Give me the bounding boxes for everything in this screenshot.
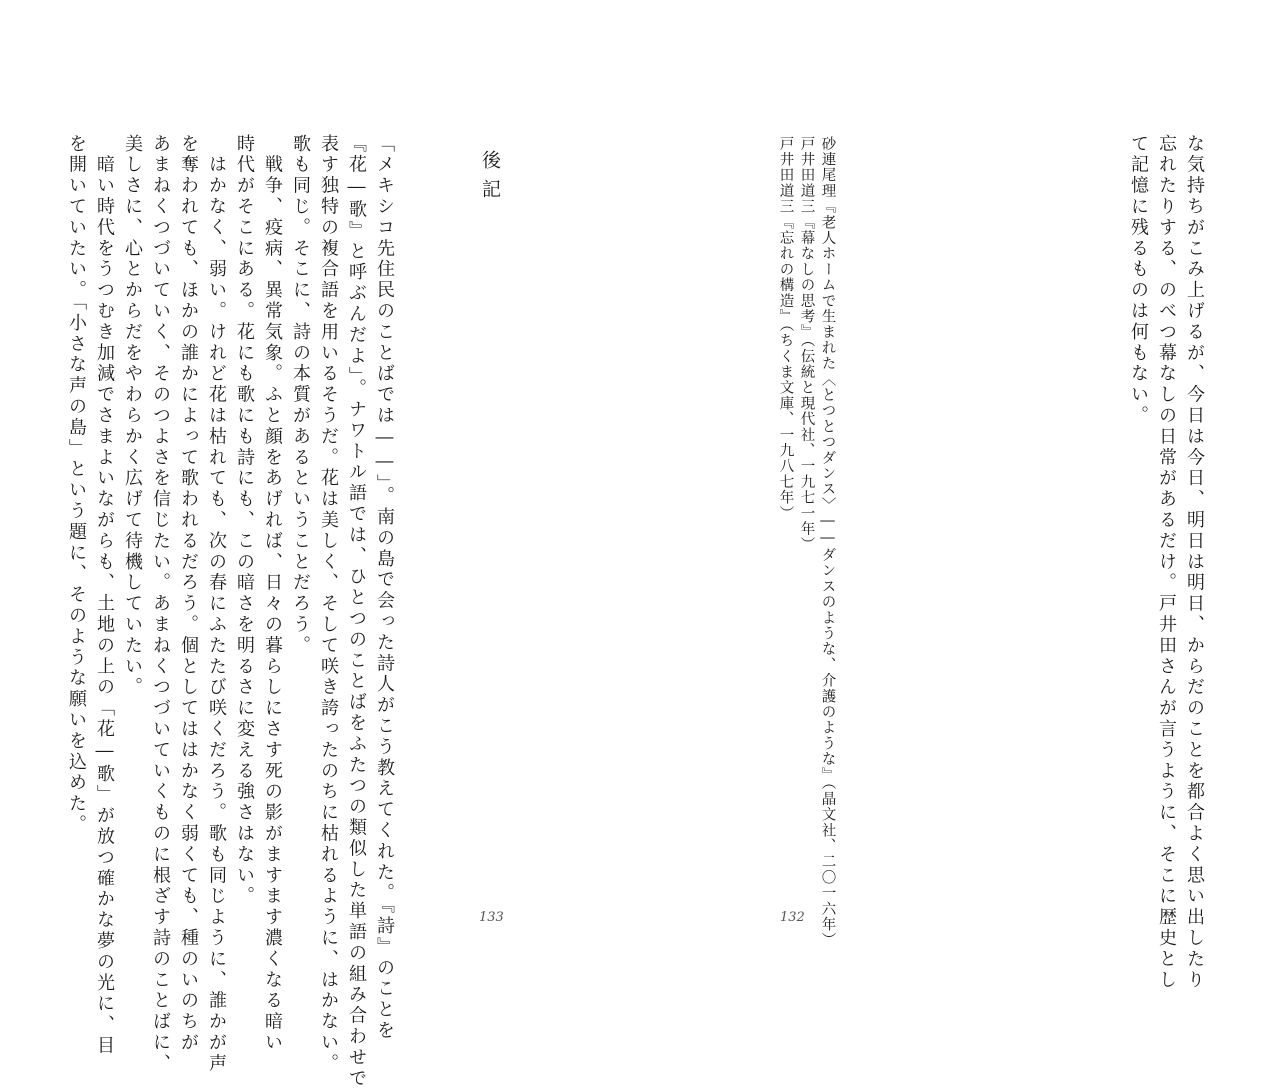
reference-entry: 砂連尾理『老人ホームで生まれた〈とつとつダンス〉――ダンスのような、介護のような』（晶文社、二〇一六年）: [819, 136, 836, 949]
body-line: あまねくつづいていく、そのつよさを信じたい。あまねくつづいていくものに根ざす詩のことばに、: [150, 134, 171, 1075]
body-line: て記憶に残るものは何もない。: [1128, 134, 1149, 427]
body-line: 表す独特の複合語を用いるそうだ。花は美しく、そして咲き誇ったのちに枯れるように、はかない。: [318, 134, 339, 1075]
page-132: [640, 0, 1280, 991]
reference-entry: 戸井田道三『幕なしの思考』（伝統と現代社、一九七一年）: [798, 136, 815, 553]
body-line: 美しさに、心とからだをやわらかく広げて待機していたい。: [122, 134, 143, 699]
body-line: 『花―歌』と呼ぶんだよ」。ナワトル語では、ひとつのことばをふたつの類似した単語の組み合わせで: [346, 134, 367, 1089]
body-line: を開いていたい。「小さな声の島」という題に、そのような願いを込めた。: [66, 134, 87, 836]
body-line: はかなく、弱い。けれど花は枯れても、次の春にふたたび咲くだろう。歌も同じように、誰かが声: [206, 134, 227, 1075]
reference-entry: 戸井田道三『忘れの構造』（ちくま文庫、一九八七年）: [777, 136, 794, 522]
body-line: 戦争、疫病、異常気象。ふと顔をあげれば、日々の暮らしにさす死の影がますます濃くなる暗い: [262, 134, 283, 1054]
body-line: 歌も同じ。そこに、詩の本質があるということだろう。: [290, 134, 311, 657]
body-line: 忘れたりする、のべつ幕なしの日常があるだけ。戸井田さんが言うように、そこに歴史とし: [1156, 134, 1177, 991]
body-line: を奪われても、ほかの誰かによって歌われるだろう。個としてははかなく弱くても、種のいのちが: [178, 134, 199, 1054]
body-line: 「メキシコ先住民のことばでは――」。南の島で会った詩人がこう教えてくれた。『詩』のことを: [374, 134, 395, 1042]
body-line: な気持ちがこみ上げるが、今日は今日、明日は明日、からだのことを都合よく思い出したり: [1184, 134, 1205, 991]
body-line: 暗い時代をうつむき加減でさまよいながらも、土地の上の「花―歌」が放つ確かな夢の光に、目: [94, 134, 115, 1057]
body-line: 時代がそこにある。花にも歌にも詩にも、この暗さを明るさに変える強さはない。: [234, 134, 255, 908]
afterword-heading: 後記: [479, 150, 501, 208]
page-number: 132: [780, 910, 805, 925]
page-number: 133: [479, 910, 504, 925]
